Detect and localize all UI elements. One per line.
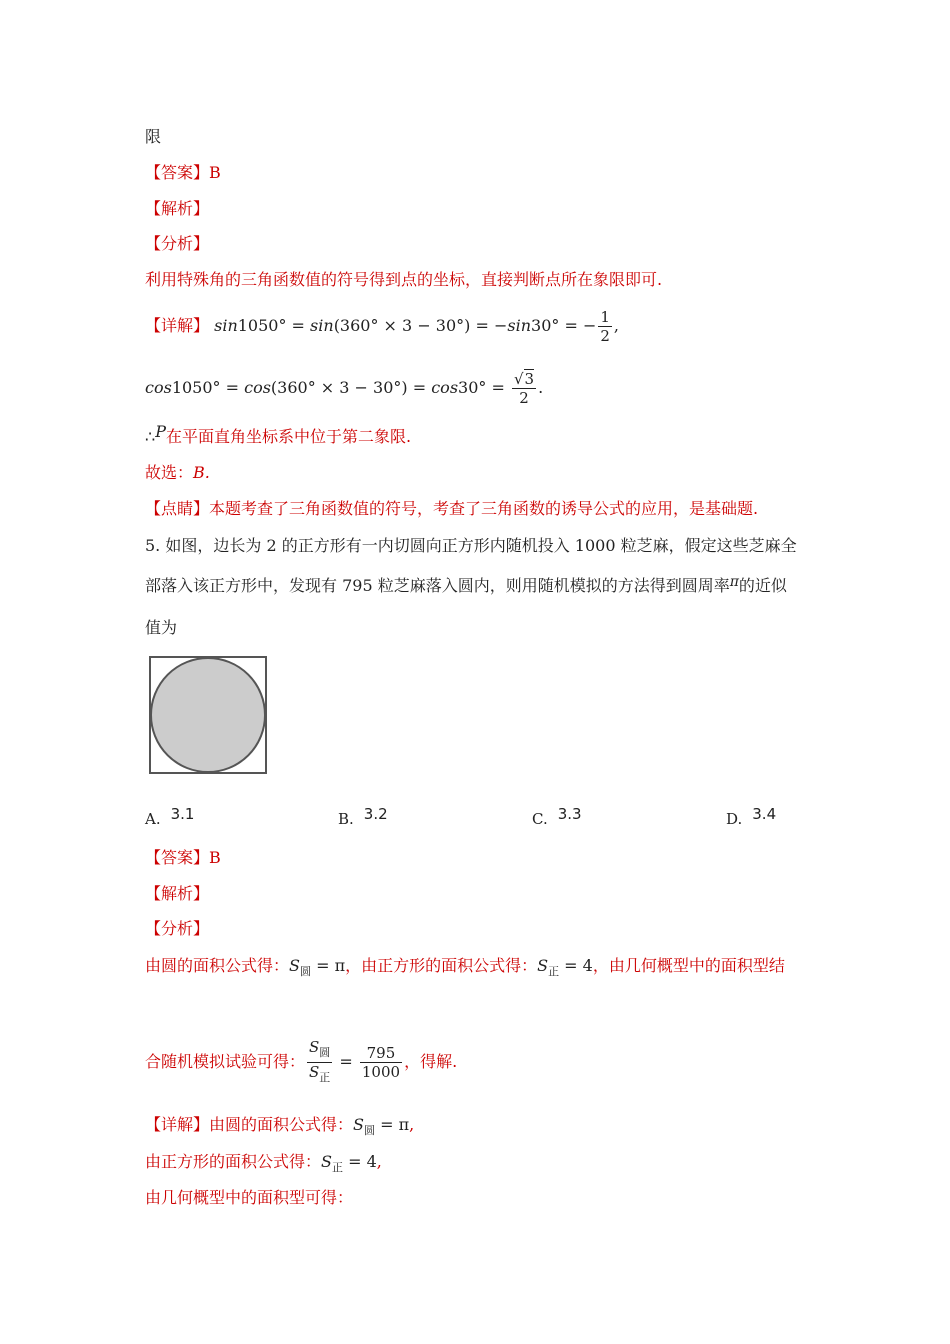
s-symbol: S	[309, 1038, 320, 1056]
option-value: 3.4	[752, 805, 777, 823]
subscript: 正	[548, 965, 560, 978]
eq-sin-1: sin	[214, 316, 238, 335]
s-symbol: S	[537, 956, 549, 975]
s-symbol: S	[321, 1152, 332, 1171]
equation-cos	[145, 370, 543, 407]
subscript: 圆	[364, 1124, 375, 1137]
fraction-sqrt3-over-2	[512, 370, 536, 407]
option-value: 3.1	[170, 805, 195, 823]
option-d[interactable]	[726, 805, 777, 828]
dianjing-line: 【点睛】本题考查了三角函数值的符号，考查了三角函数的诱导公式的应用，是基础题.	[145, 499, 759, 518]
option-c[interactable]	[532, 805, 582, 828]
option-b[interactable]	[338, 805, 388, 828]
fenxi-text: 利用特殊角的三角函数值的符号得到点的坐标，直接判断点所在象限即可.	[145, 270, 663, 289]
fenxi-text: ，由正方形的面积公式得：	[345, 956, 538, 975]
s-symbol: S	[309, 1063, 320, 1081]
fenxi-text: ，由几何概型中的面积型结	[592, 956, 785, 975]
option-letter: D.	[726, 810, 743, 828]
option-value: 3.3	[557, 805, 582, 823]
answer-line	[145, 162, 221, 184]
fraction-numerator: 1	[600, 308, 610, 326]
q5-text: 的近似	[738, 576, 787, 595]
radicand: 3	[524, 370, 535, 388]
fenxi-label: 【分析】	[145, 234, 210, 253]
answer-value: B	[209, 848, 221, 867]
fenxi-line-2	[145, 1038, 457, 1087]
eq-part: (360° × 3 − 30°) = −	[333, 316, 508, 335]
xiangjie-label: 【详解】	[145, 316, 210, 335]
area-circle-expr	[289, 956, 346, 978]
eq-cos-3: cos	[431, 378, 459, 397]
eq-cos-1: cos	[145, 378, 172, 397]
subscript: 圆	[319, 1046, 331, 1059]
eq-part: 30° = −	[531, 316, 597, 335]
point-p: P	[155, 422, 166, 441]
answer-label: 【答案】	[145, 848, 210, 867]
choose-line	[145, 462, 210, 484]
eq-sin-3: sin	[507, 316, 532, 335]
eq-part: = π	[310, 956, 346, 975]
therefore-symbol: ∴	[145, 427, 156, 446]
question5-line2	[145, 575, 787, 598]
fraction-denominator: 2	[600, 327, 610, 345]
jiexi-label: 【解析】	[145, 199, 210, 218]
answer-label: 【答案】	[145, 163, 210, 182]
eq-cos-2: cos	[244, 378, 271, 397]
s-symbol: S	[289, 956, 300, 975]
s-symbol: S	[353, 1115, 364, 1134]
punct: ,	[376, 1152, 382, 1171]
fraction-denominator: 1000	[361, 1063, 401, 1081]
fraction-795-1000	[360, 1044, 402, 1081]
eq-part: = π	[375, 1115, 410, 1134]
eq-part: 1050° =	[171, 378, 245, 397]
choose-value: B.	[193, 463, 210, 482]
question5-line1: 5. 如图，边长为 2 的正方形有一内切圆向正方形内随机投入 1000 粒芝麻，假定这些芝麻全	[145, 536, 797, 555]
eq-sin-2: sin	[310, 316, 334, 335]
jiexi-label-2: 【解析】	[145, 884, 210, 903]
fraction-numerator: 795	[360, 1044, 402, 1063]
subscript: 圆	[299, 965, 311, 978]
eq-part: = 4	[559, 956, 593, 975]
option-value: 3.2	[363, 805, 388, 823]
option-a[interactable]	[145, 805, 195, 828]
eq-part: ,	[613, 316, 620, 335]
punct: ,	[409, 1115, 415, 1134]
fraction-area-ratio	[307, 1038, 332, 1087]
text-line: 限	[145, 127, 162, 146]
fenxi-text: 合随机模拟试验可得：	[145, 1052, 306, 1071]
answer-line-2	[145, 847, 221, 869]
inscribed-circle	[151, 658, 265, 772]
pi-symbol: π	[729, 574, 739, 590]
option-letter: C.	[532, 810, 548, 828]
choose-label: 故选：	[145, 463, 194, 482]
area-square-expr	[321, 1152, 377, 1174]
xiangjie-line-1	[145, 1114, 414, 1142]
answer-value: B	[209, 163, 221, 182]
subscript: 正	[319, 1071, 331, 1084]
fraction-denominator: 2	[519, 389, 529, 407]
conclusion-text: 在平面直角坐标系中位于第二象限.	[165, 427, 412, 446]
xiangjie-line-2	[145, 1151, 382, 1179]
eq-part: = 4	[342, 1152, 377, 1171]
ratio-expr	[305, 1038, 404, 1084]
eq-part: =	[334, 1052, 358, 1071]
eq-part: 30° =	[458, 378, 510, 397]
equation-sin	[145, 308, 619, 345]
area-square-expr	[537, 956, 593, 978]
xiangjie-line-3: 由几何概型中的面积型可得：	[145, 1188, 354, 1207]
question5-line3: 值为	[145, 618, 178, 637]
xiangjie-label: 【详解】	[145, 1115, 210, 1134]
eq-part: .	[538, 378, 544, 397]
fraction-one-half	[598, 308, 612, 345]
subscript: 正	[331, 1161, 343, 1174]
fenxi-text: ，得解.	[404, 1052, 458, 1071]
area-circle-expr	[353, 1115, 410, 1137]
option-letter: B.	[338, 810, 354, 828]
xiangjie-text: 由圆的面积公式得：	[209, 1115, 354, 1134]
option-letter: A.	[145, 810, 161, 828]
eq-part: 1050° =	[237, 316, 311, 335]
xiangjie-text: 由正方形的面积公式得：	[145, 1152, 322, 1171]
fenxi-text: 由圆的面积公式得：	[145, 956, 290, 975]
q5-text: 部落入该正方形中，发现有 795 粒芝麻落入圆内，则用随机模拟的方法得到圆周率	[145, 576, 730, 595]
fenxi-line-1	[145, 955, 785, 983]
sqrt-symbol: √3	[513, 370, 535, 388]
eq-part: (360° × 3 − 30°) =	[270, 378, 432, 397]
fenxi-label-2: 【分析】	[145, 919, 210, 938]
conclusion-line	[145, 422, 412, 448]
square-circle-figure	[149, 656, 267, 774]
